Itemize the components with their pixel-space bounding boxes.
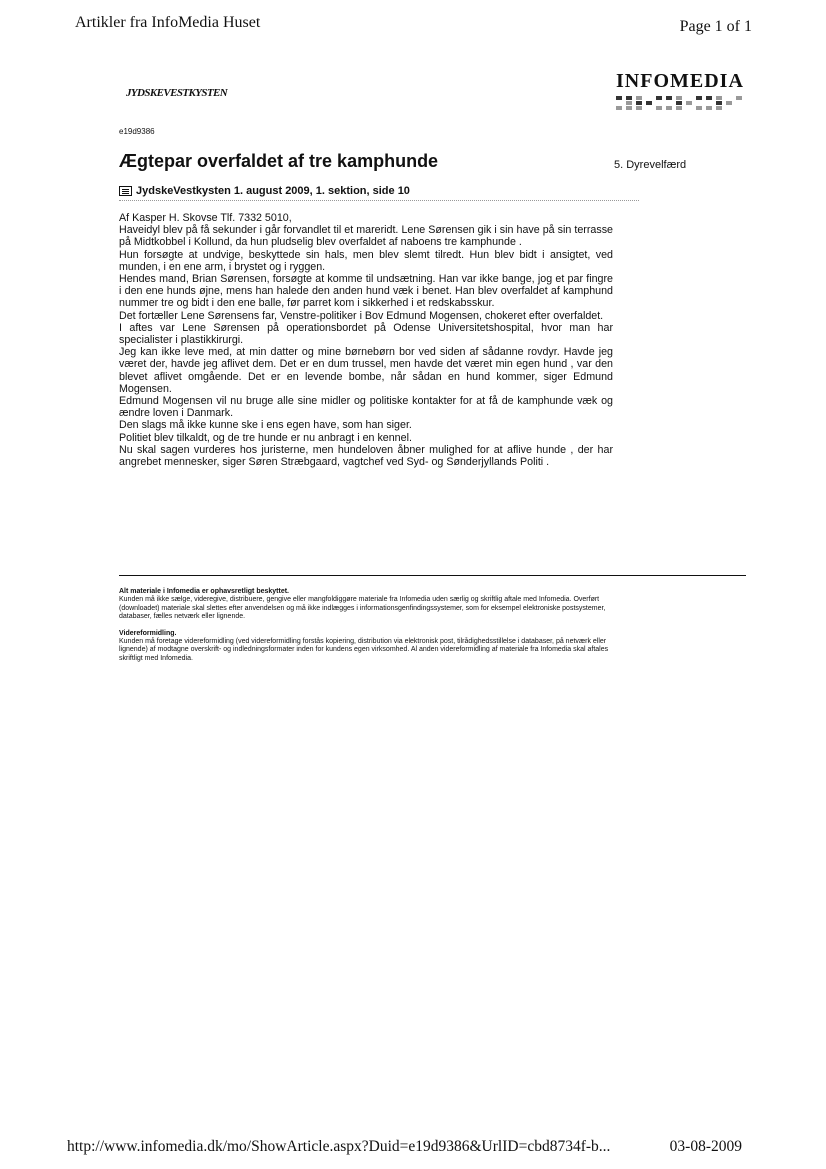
redistribution-notice	[119, 630, 619, 664]
article-paragraph: Af Kasper H. Skovse Tlf. 7332 5010,	[119, 212, 292, 224]
article-paragraph: Hendes mand, Brian Sørensen, forsøgte at komme til undsætning. Han var ikke bange, jog et par fingre i den ene hunds øjne, mens han halede den anden hund væk i benet. Han blev overfaldet af kamphund nummer tre og bidt i den ene balle, før parret kom i sikkerhed i et redskabsskur.	[119, 273, 613, 310]
footer-divider	[119, 575, 746, 576]
article-paragraph: Haveidyl blev på få sekunder i går forvandlet til et mareridt. Lene Sørensen gik i sin have på sin terrasse på Midtkobbel i Kollund, da hun pludselig blev overfaldet af naboens tre kamphunde .	[119, 224, 613, 249]
legal-notice	[119, 588, 619, 671]
print-header-page: Page 1 of 1	[679, 18, 752, 35]
newspaper-icon	[119, 186, 132, 196]
article-paragraph: Politiet blev tilkaldt, og de tre hunde er nu anbragt i en kennel.	[119, 431, 412, 444]
article-category: 5. Dyrevelfærd	[614, 159, 687, 171]
print-header-title: Artikler fra InfoMedia Huset	[75, 14, 261, 31]
article-body	[119, 212, 613, 468]
article-paragraph: I aftes var Lene Sørensen på operationsbordet på Odense Universitetshospital, hvor man har specialister i plastikkirurgi.	[119, 321, 613, 347]
redistribution-text: Kunden må foretage videreformidling (ved videreformidling forstås kopiering, distribution via elektronisk post, tilrådighedsstillelse i databaser, på netværk eller lignende) af modtagne overskrift- og indledningsformater inden for kundens egen virksomhed. Al anden videreformidling af materiale fra Infomedia skal aftales skriftligt med Infomedia.	[119, 638, 609, 662]
article-paragraph: Nu skal sagen vurderes hos juristerne, men hundeloven åbner mulighed for at aflive hunde , der har angrebet mennesker, siger Søren Stræbgaard, vagtchef ved Syd- og Sønderjyllands Politi .	[119, 443, 613, 469]
infomedia-logo	[616, 70, 746, 110]
article-paragraph: Jeg kan ikke leve med, at min datter og mine børnebørn bor ved siden af sådanne rovdyr. Havde jeg været der, havde jeg aflivet dem. Det er en dum trussel, men havde det været min egen hund , var den blevet aflivet omgående. Det er en levende bombe, når sådan en hund kommer, siger Edmund Mogensen.	[119, 346, 613, 395]
source-divider	[119, 200, 639, 201]
newspaper-logo: JYDSKEVESTKYSTEN	[126, 87, 228, 99]
copyright-header: Alt materiale i Infomedia er ophavsretligt beskyttet.	[119, 588, 289, 595]
article-paragraph: Den slags må ikke kunne ske i ens egen have, som han siger.	[119, 419, 412, 432]
print-footer-url: http://www.infomedia.dk/mo/ShowArticle.aspx?Duid=e19d9386&UrlID=cbd8734f-b...	[67, 1138, 611, 1155]
article-paragraph: Hun forsøgte at undvige, beskyttede sin hals, men blev slemt tilredt. Hun blev bidt i ansigtet, ved munden, i en ene arm, i brystet og i ryggen.	[119, 248, 613, 273]
copyright-notice	[119, 588, 619, 622]
article-paragraph: Edmund Mogensen vil nu bruge alle sine midler og politiske kontakter for at få de kamphunde væk og ændre loven i Danmark.	[119, 395, 613, 420]
article-source	[119, 185, 410, 197]
copyright-text: Kunden må ikke sælge, videregive, distribuere, gengive eller mangfoldiggøre materiale fra Infomedia uden særlig og skriftlig aftale med Infomedia. Overført (downloadet) materiale skal slettes efter anvendelsen og må ikke indlægges i informationsgenfindingssystemer, som for eksempel elektroniske postsystemer, databaser, fælles netværk eller lignende.	[119, 596, 606, 621]
article-headline: Ægtepar overfaldet af tre kamphunde	[119, 151, 439, 171]
article-paragraph: Det fortæller Lene Sørensens far, Venstre-politiker i Bov Edmund Mogensen, chokeret efter overfaldet.	[119, 309, 604, 322]
redistribution-header: Videreformidling.	[119, 629, 177, 637]
brand-name: INFOMEDIA	[616, 70, 744, 92]
document-id: e19d9386	[119, 127, 155, 136]
brand-dot-pattern	[616, 96, 746, 110]
article-source-text: JydskeVestkysten 1. august 2009, 1. sektion, side 10	[136, 185, 410, 197]
print-footer-date: 03-08-2009	[669, 1138, 742, 1155]
